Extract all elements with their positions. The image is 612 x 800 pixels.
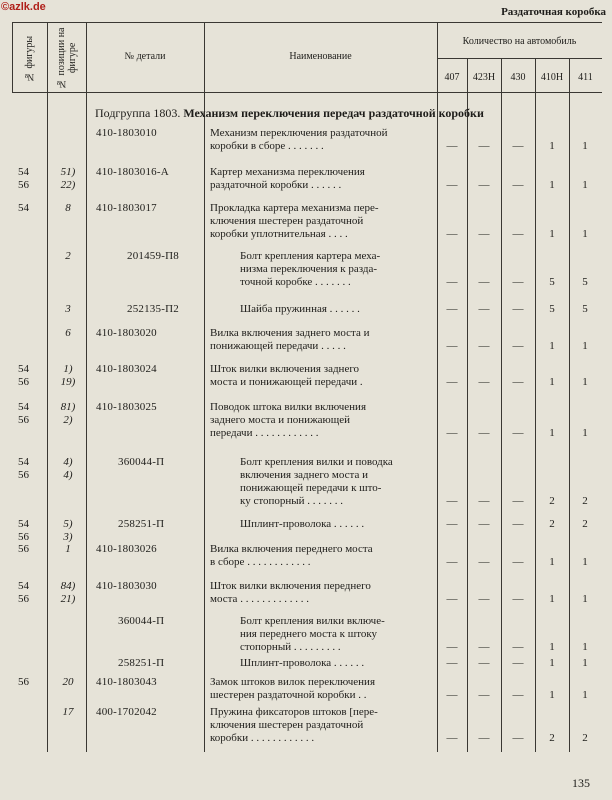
quantity-cell: — [478, 518, 490, 530]
part-number: 410-1803030 [96, 580, 157, 592]
quantity-cell: — [478, 732, 490, 744]
quantity-cell: — [446, 340, 458, 352]
grid-line [467, 58, 468, 752]
quantity-cell: — [446, 518, 458, 530]
quantity-cell: 2 [582, 732, 588, 744]
part-number: 258251-П [118, 518, 165, 530]
position-number: 1 [65, 543, 71, 555]
part-name: Механизм переключения раздаточной коробки в сборе . . . . . . . [210, 127, 388, 152]
part-number: 252135-П2 [127, 303, 179, 315]
quantity-cell: — [512, 518, 524, 530]
quantity-cell: — [512, 657, 524, 669]
part-name: Болт крепления картера меха- низма переключения к разда- точной коробке . . . . . . . [240, 250, 381, 288]
quantity-cell: 2 [582, 518, 588, 530]
subgroup-prefix: Подгруппа 1803. [95, 106, 181, 120]
subgroup-name: Механизм переключения передач раздаточной коробки [183, 106, 484, 120]
quantity-cell: 1 [549, 376, 555, 388]
quantity-cell: — [446, 732, 458, 744]
quantity-cell: 1 [549, 556, 555, 568]
quantity-cell: 1 [549, 427, 555, 439]
model-header: 407 [444, 72, 460, 83]
quantity-cell: — [478, 303, 490, 315]
qty-sub-rule [437, 58, 602, 59]
quantity-cell: — [478, 276, 490, 288]
quantity-cell: — [478, 657, 490, 669]
position-number: 51) 22) [60, 166, 76, 191]
quantity-cell: 1 [549, 657, 555, 669]
quantity-cell: 1 [582, 340, 588, 352]
grid-line [535, 58, 536, 752]
part-number: 360044-П [118, 456, 165, 468]
figure-number: 54 56 [18, 401, 29, 426]
figure-number: 54 56 [18, 166, 29, 191]
quantity-cell: — [478, 556, 490, 568]
quantity-cell: — [512, 495, 524, 507]
figure-number: 54 56 [18, 518, 29, 543]
quantity-cell: 1 [549, 641, 555, 653]
quantity-cell: — [478, 376, 490, 388]
quantity-cell: 1 [582, 641, 588, 653]
figure-number: 54 56 [18, 363, 29, 388]
figure-number: 54 56 [18, 580, 29, 605]
quantity-cell: 1 [549, 228, 555, 240]
quantity-cell: — [446, 179, 458, 191]
quantity-cell: — [478, 689, 490, 701]
quantity-cell: — [478, 340, 490, 352]
watermark: ©azlk.de [1, 1, 46, 13]
part-name: Болт крепления вилки и поводка включения заднего моста и понижающей передачи к што- ку стопорный . . . . . . . [240, 456, 393, 507]
grid-line [47, 22, 48, 752]
part-name: Шплинт-проволока . . . . . . [240, 657, 365, 669]
part-number: 410-1803020 [96, 327, 157, 339]
part-name: Пружина фиксаторов штоков [пере- ключения шестерен раздаточной коробки . . . . . . . . . . . . [210, 706, 378, 744]
header-top-rule [12, 22, 602, 23]
part-name: Картер механизма переключения раздаточной коробки . . . . . . [210, 166, 365, 191]
part-number: 410-1803025 [96, 401, 157, 413]
quantity-cell: 1 [582, 593, 588, 605]
part-number: 360044-П [118, 615, 165, 627]
position-number: 8 [65, 202, 71, 214]
grid-line [86, 22, 87, 752]
quantity-cell: — [512, 556, 524, 568]
part-name: Шток вилки включения заднего моста и понижающей передачи . [210, 363, 363, 388]
part-name: Вилка включения заднего моста и понижающей передачи . . . . . [210, 327, 370, 352]
position-number: 1) 19) [60, 363, 76, 388]
quantity-cell: 1 [549, 340, 555, 352]
quantity-cell: 5 [549, 303, 555, 315]
model-header: 423Н [472, 72, 496, 83]
part-number: 410-1803017 [96, 202, 157, 214]
quantity-cell: — [446, 495, 458, 507]
position-number: 81) 2) [60, 401, 76, 426]
quantity-cell: — [478, 495, 490, 507]
position-number: 84) 21) [60, 580, 76, 605]
model-header: 430 [510, 72, 526, 83]
pos-col-header: № позиции на фигуре [56, 27, 78, 89]
quantity-cell: 1 [582, 228, 588, 240]
name-col-header: Наименование [289, 51, 352, 62]
quantity-cell: — [478, 179, 490, 191]
quantity-cell: — [512, 427, 524, 439]
quantity-cell: 2 [549, 495, 555, 507]
quantity-cell: — [446, 276, 458, 288]
grid-line [501, 58, 502, 752]
quantity-cell: — [446, 641, 458, 653]
quantity-cell: 1 [582, 689, 588, 701]
quantity-cell: — [478, 427, 490, 439]
quantity-cell: — [512, 340, 524, 352]
quantity-cell: — [512, 593, 524, 605]
quantity-cell: — [512, 689, 524, 701]
part-name: Шток вилки включения переднего моста . . . . . . . . . . . . . [210, 580, 371, 605]
quantity-cell: — [446, 228, 458, 240]
quantity-cell: — [446, 303, 458, 315]
part-number: 201459-П8 [127, 250, 179, 262]
part-name: Прокладка картера механизма пере- ключения шестерен раздаточной коробки уплотнительная . . . . [210, 202, 379, 240]
part-number: 410-1803010 [96, 127, 157, 139]
part-number: 410-1803024 [96, 363, 157, 375]
quantity-cell: 5 [549, 276, 555, 288]
quantity-cell: 1 [582, 556, 588, 568]
figure-number: 56 [18, 543, 29, 555]
grid-line [204, 22, 205, 752]
figure-number: 54 56 [18, 456, 29, 481]
fig-col-header: № фигуры [24, 35, 35, 83]
quantity-cell: — [512, 276, 524, 288]
quantity-cell: 1 [582, 657, 588, 669]
part-name: Поводок штока вилки включения заднего моста и понижающей передачи . . . . . . . . . . . . [210, 401, 367, 439]
quantity-cell: 1 [582, 179, 588, 191]
quantity-cell: — [446, 140, 458, 152]
part-number: 410-1803016-А [96, 166, 169, 178]
quantity-cell: — [446, 689, 458, 701]
quantity-cell: 5 [582, 303, 588, 315]
part-name: Замок штоков вилок переключения шестерен раздаточной коробки . . [210, 676, 376, 701]
figure-number: 56 [18, 676, 29, 688]
part-name: Шайба пружинная . . . . . . [240, 303, 360, 315]
quantity-cell: 1 [582, 140, 588, 152]
quantity-cell: — [478, 593, 490, 605]
grid-line [12, 22, 13, 92]
model-header: 411 [578, 72, 593, 83]
quantity-cell: — [478, 641, 490, 653]
quantity-cell: 2 [549, 518, 555, 530]
quantity-cell: — [446, 657, 458, 669]
part-number: 410-1803026 [96, 543, 157, 555]
quantity-cell: — [512, 303, 524, 315]
model-header: 410Н [540, 72, 564, 83]
position-number: 5) 3) [63, 518, 73, 543]
position-number: 6 [65, 327, 71, 339]
section-title: Раздаточная коробка [501, 6, 606, 18]
part-name: Вилка включения переднего моста в сборе . . . . . . . . . . . . [210, 543, 373, 568]
quantity-cell: — [512, 376, 524, 388]
quantity-cell: 2 [549, 732, 555, 744]
quantity-cell: 1 [549, 140, 555, 152]
part-number: 258251-П [118, 657, 165, 669]
quantity-cell: — [512, 228, 524, 240]
quantity-cell: 1 [549, 593, 555, 605]
quantity-cell: 1 [582, 376, 588, 388]
quantity-cell: — [512, 641, 524, 653]
quantity-cell: 1 [549, 689, 555, 701]
quantity-cell: — [446, 376, 458, 388]
part-col-header: № детали [124, 51, 166, 62]
quantity-cell: — [446, 427, 458, 439]
qty-col-header: Количество на автомобиль [462, 36, 577, 47]
quantity-cell: — [512, 179, 524, 191]
header-bottom-rule [12, 92, 602, 93]
part-name: Болт крепления вилки включе- ния переднего моста к штоку стопорный . . . . . . . . . [240, 615, 385, 653]
part-name: Шплинт-проволока . . . . . . [240, 518, 365, 530]
position-number: 4) 4) [63, 456, 73, 481]
quantity-cell: — [512, 732, 524, 744]
quantity-cell: 1 [582, 427, 588, 439]
part-number: 410-1803043 [96, 676, 157, 688]
position-number: 17 [62, 706, 74, 718]
figure-number: 54 [18, 202, 29, 214]
position-number: 2 [65, 250, 71, 262]
quantity-cell: 2 [582, 495, 588, 507]
quantity-cell: — [446, 593, 458, 605]
quantity-cell: 5 [582, 276, 588, 288]
page-number: 135 [572, 776, 590, 790]
part-number: 400-1702042 [96, 706, 157, 718]
quantity-cell: — [446, 556, 458, 568]
quantity-cell: — [478, 140, 490, 152]
position-number: 20 [62, 676, 74, 688]
position-number: 3 [65, 303, 71, 315]
quantity-cell: — [478, 228, 490, 240]
quantity-cell: — [512, 140, 524, 152]
subgroup-title [95, 106, 484, 121]
quantity-cell: 1 [549, 179, 555, 191]
